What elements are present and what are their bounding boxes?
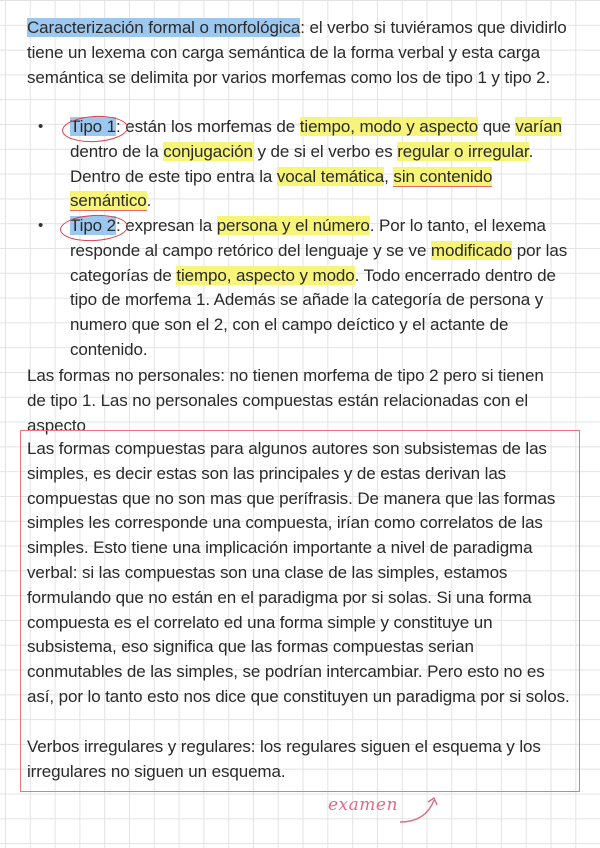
tipo1-text: y de si el verbo es [252,141,398,161]
tipo1-highlight: regular o irregular [397,141,529,161]
tipo2-label: Tipo 2 [70,216,117,235]
tipo2-text: . Por lo tanto, el lexema responde al campo retórico del lenguaje y se ve [70,216,546,260]
tipo1-highlight: varían [515,117,563,136]
tipo2-highlight: modificado [430,240,513,260]
intro-paragraph [27,16,575,90]
tipo1-text: , [384,166,394,186]
tipo2-text: por las categorías de [70,240,568,285]
tipo1-text: . Dentro de este tipo entra la [70,141,534,186]
intro-term: Caracterización formal o morfológica [27,18,301,37]
tipo2-item [70,214,570,363]
verbos-paragraph: Verbos irregulares y regulares: los regulares siguen el esquema y los irregulares no siguen un esquema. [27,737,541,781]
formas-no-personales-paragraph: Las formas no personales: no tienen morfema de tipo 2 pero si tienen de tipo 1. Las no personales compuestas están relacionadas con el aspecto [27,366,544,435]
tipo1-text: : están los morfemas de [116,117,300,136]
tipo1-highlight-underlined: sin contenido semántico [70,166,493,211]
tipo1-text: dentro de la [70,141,164,161]
bullet-dot-2: • [38,217,44,234]
tipo1-highlight: conjugación [163,141,253,161]
tipo1-text: que [478,117,516,136]
tipo2-highlight: tiempo, aspecto y modo [176,265,355,285]
examen-handwriting: examen [328,795,398,815]
tipo2-text: . Todo encerrado dentro de tipo de morfema 1. Además se añade la categoría de persona y numero que son el 2, con el campo deíctico y el actante de contenido. [70,265,556,359]
bullet-dot-1: • [38,118,44,135]
intro-text: : el verbo si tuviéramos que dividirlo tiene un lexema con carga semántica de la forma verbal y esta carga semántica se delimita por varios morfemas como los de tipo 1 y tipo 2. [27,18,567,87]
formas-compuestas-paragraph: Las formas compuestas para algunos autores son subsistemas de las simples, es decir estas son las principales y de estas derivan las compuestas que no son mas que perífrasis. De manera que las formas simples les corresponde una compuesta, irían como correlatos de las simples. Esto tiene una implicación importante a nivel de paradigma verbal: si las compuestas son una clase de las simples, estamos formulando que no están en el paradigma por si solas. Si una forma compuesta es el correlato ed una forma simple y constituye un subsistema, eso significa que las formas compuestas serian conmutables de las simples, se podrían intercambiar. Pero esto no es así, por lo tanto esto nos dice que constituyen un paradigma por si solos. [27,439,570,706]
tipo2-text: : expresan la [116,216,217,235]
tipo2-highlight: persona y el número [216,216,370,235]
tipo1-highlight: vocal temática [276,166,385,186]
tipo1-item [70,115,570,214]
tipo1-text: . [146,191,152,211]
tipo1-highlight: tiempo, modo y aspecto [299,117,479,136]
tipo1-label: Tipo 1 [70,117,117,136]
arrow-icon [398,794,444,828]
